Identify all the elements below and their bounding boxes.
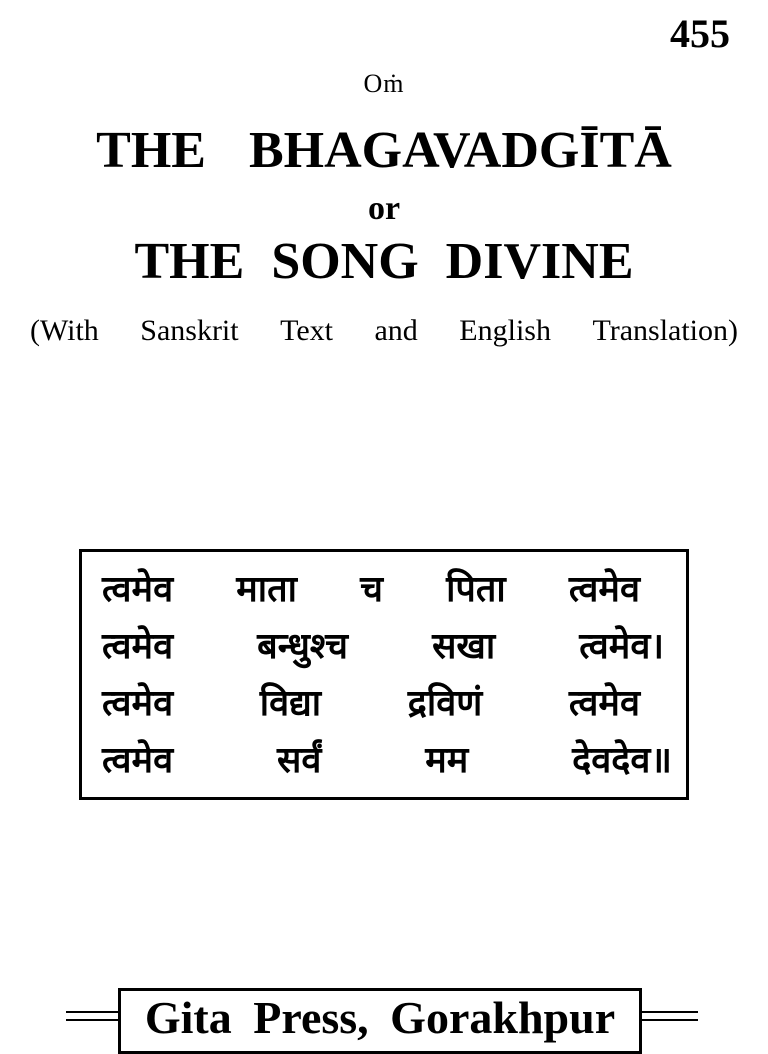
book-title: THE BHAGAVADGĪTĀ: [96, 122, 672, 179]
description-word: Translation): [592, 314, 738, 347]
edition-description: [30, 316, 738, 346]
description-word: English: [459, 314, 551, 347]
verse-word: त्वमेव: [568, 683, 640, 724]
verse-word: त्वमेव: [102, 626, 174, 667]
verse-word: त्वमेव: [102, 740, 174, 781]
sanskrit-verse-box: [79, 549, 689, 800]
verse-word: त्वमेव: [568, 569, 640, 610]
verse-word: त्वमेव: [102, 569, 174, 610]
verse-word: च: [360, 569, 383, 610]
verse-word: त्वमेव: [102, 683, 174, 724]
publisher-rule-left: [66, 1019, 120, 1021]
verse-word: त्वमेव।: [579, 626, 664, 667]
verse-word: पिता: [446, 569, 506, 610]
book-subtitle: THE SONG DIVINE: [134, 233, 634, 290]
description-word: and: [374, 314, 418, 347]
publisher-box: [118, 988, 642, 1054]
publisher-rule-left: [66, 1011, 120, 1013]
verse-line-4: [102, 740, 672, 781]
verse-word: माता: [236, 569, 297, 610]
verse-word: मम: [425, 740, 469, 781]
publisher-name: Gita Press, Gorakhpur: [144, 992, 616, 1043]
verse-word: द्रविणं: [407, 683, 483, 724]
description-word: Text: [280, 314, 333, 347]
verse-word: देवदेव॥: [572, 740, 672, 781]
verse-line-3: [102, 683, 640, 724]
verse-word: विद्या: [259, 683, 322, 724]
invocation-om: Oṁ: [363, 69, 405, 98]
verse-word: बन्धुश्च: [257, 626, 348, 667]
description-word: Sanskrit: [140, 314, 239, 347]
title-connector: or: [367, 190, 401, 227]
description-word: (With: [30, 314, 99, 347]
publisher-rule-right: [642, 1019, 698, 1021]
verse-word: सर्वं: [276, 740, 322, 781]
verse-line-1: [102, 569, 640, 610]
publisher-rule-right: [642, 1011, 698, 1013]
verse-line-2: [102, 626, 664, 667]
page-number: 455: [670, 11, 730, 56]
verse-word: सखा: [432, 626, 496, 667]
